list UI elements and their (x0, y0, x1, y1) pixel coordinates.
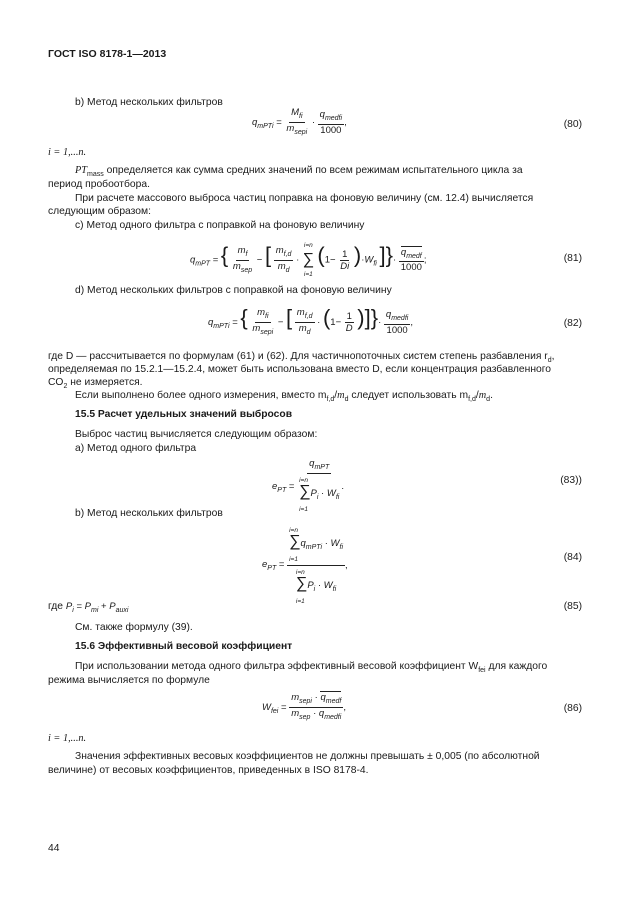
equation-86: $W_{fei}$ = $\frac{m_{sepi} \cdot q_{medf}}{m_{sep} \cdot q_{medfi}}$ , (262, 692, 346, 721)
section-heading-15-5: 15.5 Расчет удельных значений выбросов (75, 409, 293, 420)
document-header: ГОСТ ISO 8178-1—2013 (48, 48, 167, 60)
equation-number-81: (81) (563, 253, 582, 264)
paragraph-see-formula-39: См. также формулу (39). (75, 622, 193, 633)
paragraph-background-correction: При расчете массового выброса частиц поправка на фоновую величину (см. 12.4) вычисляется (75, 193, 534, 204)
equation-84: $e_{PT}$ = i=n $\sum q_{mPTi} \cdot W_{fi}$ i=1 i=n $\sum P_i \cdot W_{fi}$ i=1 , (262, 524, 348, 607)
paragraph-weight-limits-cont: величине) от весовых коэффициентов, приведенных в ISO 8178-4. (48, 765, 369, 776)
equation-83: $e_{PT}$ = $q_{mPT}$ i=n $\sum P_i \cdot W_{fi}$ i=1 . (272, 458, 344, 513)
equation-81: $q_{mPT}$ = { $\frac{m_f}{m_{sep}}$ − [ $\frac{m_{f,d}}{m_d}$ · i=n ∑ i=1 (1− $\frac{1}{Di}$ )$\cdot W_{fi}$ ]}· $\frac{q_{medf}}{1000}$ ; (190, 242, 427, 278)
equation-number-83: (83)) (560, 475, 582, 486)
equation-number-82: (82) (563, 318, 582, 329)
equation-82: $q_{mPTi}$ = { $\frac{m_{fi}}{m_{sepi}}$ − [ $\frac{m_{f,d}}{m_d}$ · (1− $\frac{1}{D}$ )]}· $\frac{q_{medfi}}{1000}$ , (208, 305, 413, 336)
equation-80: $q_{mPTi}$ = $\frac{M_{fi}}{m_{sepi}}$ · $\frac{q_{medfi}}{1000}$ , (252, 107, 347, 136)
page-number: 44 (48, 843, 60, 854)
paragraph-where-d: где D — рассчитывается по формулам (61) и (62). Для частичнопоточных систем степень разбавления $r_d$, (48, 351, 555, 365)
paragraph-particle-emission: Выброс частиц вычисляется следующим образом: (75, 429, 318, 440)
list-item-a-single-filter: а) Метод одного фильтра (75, 443, 197, 454)
paragraph-pt-mass: $PT_{mass}$ определяется как сумма средних значений по всем режимам испытательного цикла за (75, 165, 523, 179)
index-range: i = 1,...n. (48, 147, 87, 158)
paragraph-where-d-cont2: $CO_2$ не измеряется. (48, 377, 143, 391)
list-item-d-multi-filter: d) Метод нескольких фильтров с поправкой на фоновую величину (75, 285, 392, 296)
equation-number-86: (86) (563, 703, 582, 714)
paragraph-where-d-cont1: определяемая по 15.2.1—15.2.4, может быть использована вместо D, если концентрация разбавленного (48, 364, 552, 375)
paragraph-background-correction-cont: следующим образом: (48, 206, 151, 217)
paragraph-weight-limits: Значения эффективных весовых коэффициентов не должны превышать ± 0,005 (по абсолютной (75, 751, 540, 762)
paragraph-effective-weight-cont: режима вычисляется по формуле (48, 675, 210, 686)
list-item-b-multi-filter: b) Метод нескольких фильтров (75, 97, 223, 108)
equation-number-84: (84) (563, 552, 582, 563)
equation-85: где $P_i = P_{mi} + P_{auxi}$ (48, 601, 129, 614)
paragraph-multiple-measurements: Если выполнено более одного измерения, вместо $m_{f,d}/m_d$ следует использовать $m_{f,d}/m_d$. (75, 390, 493, 404)
section-heading-15-6: 15.6 Эффективный весовой коэффициент (75, 641, 293, 652)
index-range-2: i = 1,...n. (48, 733, 87, 744)
equation-number-80: (80) (563, 119, 582, 130)
list-item-b-multi-filter-2: b) Метод нескольких фильтров (75, 508, 223, 519)
paragraph-effective-weight: При использовании метода одного фильтра эффективный весовой коэффициент $W_{fei}$ для каждого (75, 661, 548, 675)
list-item-c-single-filter: c) Метод одного фильтра с поправкой на фоновую величину (75, 220, 365, 231)
paragraph-pt-mass-cont: период пробоотбора. (48, 179, 150, 190)
equation-number-85: (85) (563, 601, 582, 612)
